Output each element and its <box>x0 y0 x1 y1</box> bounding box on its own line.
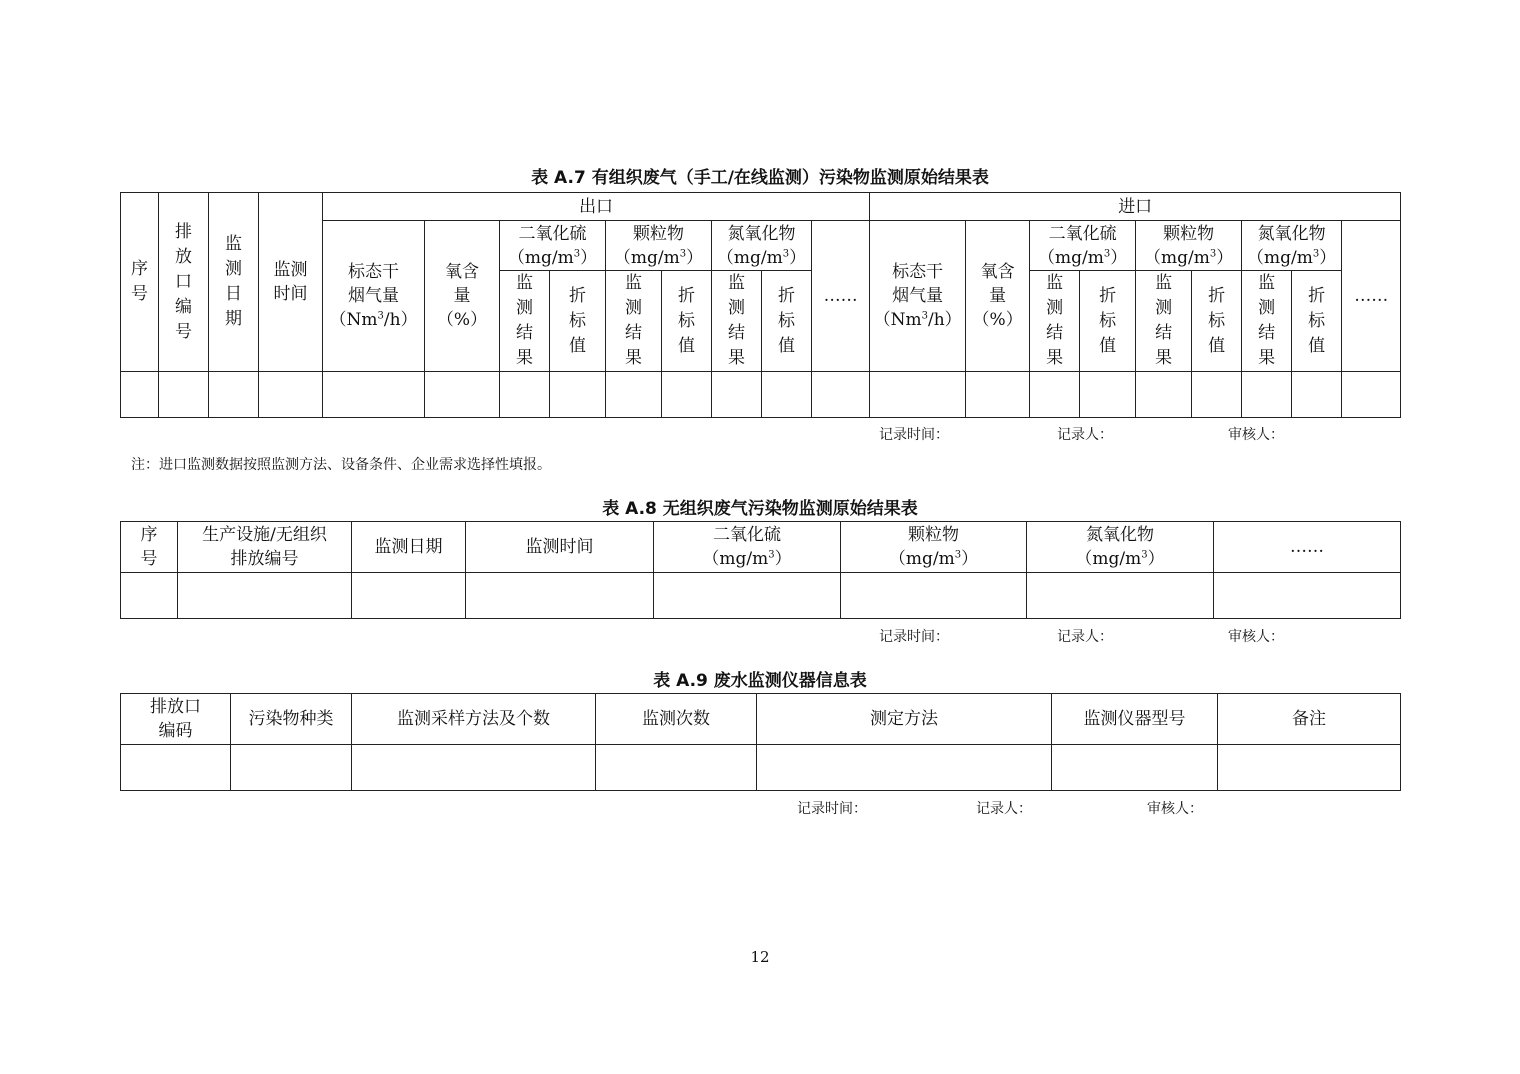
header-pollutant: 污染物种类 <box>231 694 352 745</box>
table-a9-title: 表 A.9 废水监测仪器信息表 <box>653 671 867 691</box>
table-row <box>121 372 1401 418</box>
header-outlet-group: 出口 <box>323 193 870 221</box>
header-converted: 折标值 <box>1192 271 1242 372</box>
header-outlet-pm: 颗粒物 $(mg/m^3)$ <box>606 221 712 271</box>
header-sampling: 监测采样方法及个数 <box>352 694 596 745</box>
header-inlet-group: 进口 <box>870 193 1401 221</box>
table-a7-title: 表 A.7 有组织废气（手工/在线监测）污染物监测原始结果表 <box>531 168 989 188</box>
header-inlet-flow: 标态干 烟气量 （Nm$^3$/h） <box>870 221 966 372</box>
header-outlet-oxygen: 氧含量 （%） <box>425 221 500 372</box>
header-time: 监测时间 <box>466 522 654 573</box>
reviewer-label: 审核人： <box>1228 629 1284 645</box>
table-row <box>121 573 1401 619</box>
recorder-label: 记录人： <box>1057 629 1113 645</box>
header-inlet-oxygen: 氧含量 （%） <box>966 221 1030 372</box>
header-method: 测定方法 <box>757 694 1052 745</box>
table-row <box>121 745 1401 791</box>
header-inlet-nox: 氮氧化物 $(mg/m^3)$ <box>1242 221 1342 271</box>
header-so2: 二氧化硫 $(mg/m^3)$ <box>654 522 841 573</box>
recorder-label: 记录人： <box>976 801 1032 817</box>
header-outlet-more: …… <box>812 221 870 372</box>
header-nox: 氮氧化物 $(mg/m^3)$ <box>1027 522 1214 573</box>
reviewer-label: 审核人： <box>1228 427 1284 443</box>
recorder-label: 记录人： <box>1057 427 1113 443</box>
record-time-label: 记录时间： <box>797 801 867 817</box>
header-count: 监测次数 <box>596 694 757 745</box>
table-a8-title: 表 A.8 无组织废气污染物监测原始结果表 <box>602 499 918 519</box>
table-a9 <box>120 693 1401 791</box>
header-converted: 折标值 <box>1080 271 1136 372</box>
header-measured: 监测结果 <box>712 271 762 372</box>
header-outlet-code: 排放口编码 <box>121 694 231 745</box>
header-inlet-pm: 颗粒物 $(mg/m^3)$ <box>1136 221 1242 271</box>
header-converted: 折标值 <box>550 271 606 372</box>
header-measured: 监测结果 <box>1030 271 1080 372</box>
header-outlet-nox: 氮氧化物 $(mg/m^3)$ <box>712 221 812 271</box>
page-number: 12 <box>750 948 770 966</box>
header-outlet-so2: 二氧化硫 $(mg/m^3)$ <box>500 221 606 271</box>
record-time-label: 记录时间： <box>879 629 949 645</box>
header-inlet-more: …… <box>1342 221 1401 372</box>
header-instrument: 监测仪器型号 <box>1052 694 1218 745</box>
header-converted: 折标值 <box>1292 271 1342 372</box>
header-converted: 折标值 <box>762 271 812 372</box>
header-measured: 监测结果 <box>500 271 550 372</box>
header-converted: 折标值 <box>662 271 712 372</box>
note-text: 注：进口监测数据按照监测方法、设备条件、企业需求选择性填报。 <box>131 457 551 473</box>
header-measured: 监测结果 <box>606 271 662 372</box>
table-a8 <box>120 521 1401 619</box>
header-measured: 监测结果 <box>1136 271 1192 372</box>
header-facility: 生产设施/无组织 排放编号 <box>178 522 352 573</box>
table-a7 <box>120 192 1401 418</box>
header-measured: 监测结果 <box>1242 271 1292 372</box>
reviewer-label: 审核人： <box>1147 801 1203 817</box>
header-seq: 序号 <box>121 522 178 573</box>
header-outlet-id: 排放口编号 <box>159 193 209 372</box>
header-outlet-flow: 标态干 烟气量 （Nm$^3$/h） <box>323 221 425 372</box>
header-remarks: 备注 <box>1218 694 1401 745</box>
header-inlet-so2: 二氧化硫 $(mg/m^3)$ <box>1030 221 1136 271</box>
record-time-label: 记录时间： <box>879 427 949 443</box>
header-date: 监测日期 <box>209 193 259 372</box>
header-pm: 颗粒物 $(mg/m^3)$ <box>841 522 1027 573</box>
header-time: 监测时间 <box>259 193 323 372</box>
header-seq: 序号 <box>121 193 159 372</box>
header-more: …… <box>1214 522 1401 573</box>
header-date: 监测日期 <box>352 522 466 573</box>
